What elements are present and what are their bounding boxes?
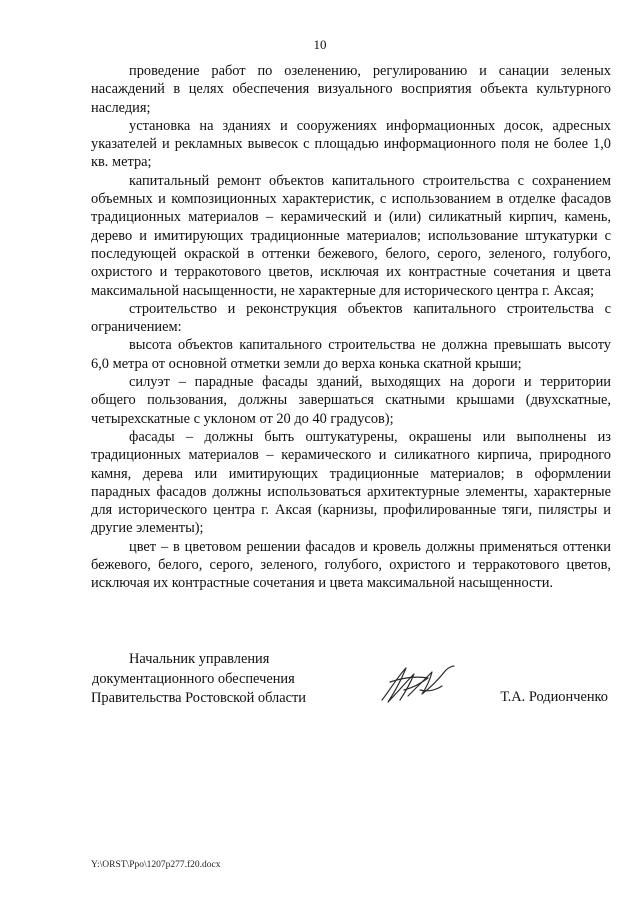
paragraph-landscaping: проведение работ по озеленению, регулированию и санации зеленых насаждений в целях обеспечения визуального восприятия объекта культурного наследия; <box>91 63 611 116</box>
paragraph-capital-repair: капитальный ремонт объектов капитального строительства с сохранением объемных и композиционных характеристик, с использованием в отделке фасадов традиционных материалов – керамический и (или) силикатный кирпич, камень, дерево и имитирующих традиционные материалов; использование штукатурки с последующей окраской в оттенки бежевого, белого, серого, зеленого, голубого, охристого и терракотового цветов, исключая их контрастные сочетания и цвета максимальной насыщенности, не характерные для исторического центра г. Аксая; <box>91 172 611 299</box>
signatory-title-line3: Правительства Ростовской области <box>91 690 306 706</box>
paragraph-silhouette: силуэт – парадные фасады зданий, выходящих на дороги и территории общего пользования, должны завершаться скатными крышами (двухскатные, четырехскатные с уклоном от 20 до 40 градусов); <box>91 374 611 427</box>
signatory-title-line1: Начальник управления <box>129 651 270 667</box>
signatory-title <box>91 650 306 709</box>
handwritten-signature <box>376 660 458 706</box>
paragraph-facades: фасады – должны быть оштукатурены, окрашены или выполнены из традиционных материалов – керамического и силикатного кирпича, природного камня, дерева или имитирующих традиционные материалов; в оформлении парадных фасадов должны использоваться архитектурные элементы, характерные для исторического центра г. Аксая (карнизы, профилированные тяги, пилястры и другие элементы); <box>91 428 611 537</box>
signer-name: Т.А. Родионченко <box>500 689 608 705</box>
page-number: 10 <box>313 37 327 52</box>
paragraph-signage: установка на зданиях и сооружениях информационных досок, адресных указателей и рекламных вывесок с площадью информационного поля не более 1,0 кв. метра; <box>91 117 611 171</box>
paragraph-height: высота объектов капитального строительства не должна превышать высоту 6,0 метра от основной отметки земли до верха конька скатной крыши; <box>91 337 611 372</box>
paragraph-color: цвет – в цветовом решении фасадов и кровель должны применяться оттенки бежевого, белого, серого, зеленого, голубого, охристого и терракотового цветов, исключая их контрастные сочетания и цвета максимальной насыщенности. <box>91 538 611 592</box>
document-body <box>91 62 611 593</box>
file-path: Y:\ORST\Ppo\1207p277.f20.docx <box>91 860 221 870</box>
signatory-title-line2: документационного обеспечения <box>92 670 295 687</box>
paragraph-construction-limits: строительство и реконструкция объектов капитального строительства с ограничением: <box>91 300 611 336</box>
